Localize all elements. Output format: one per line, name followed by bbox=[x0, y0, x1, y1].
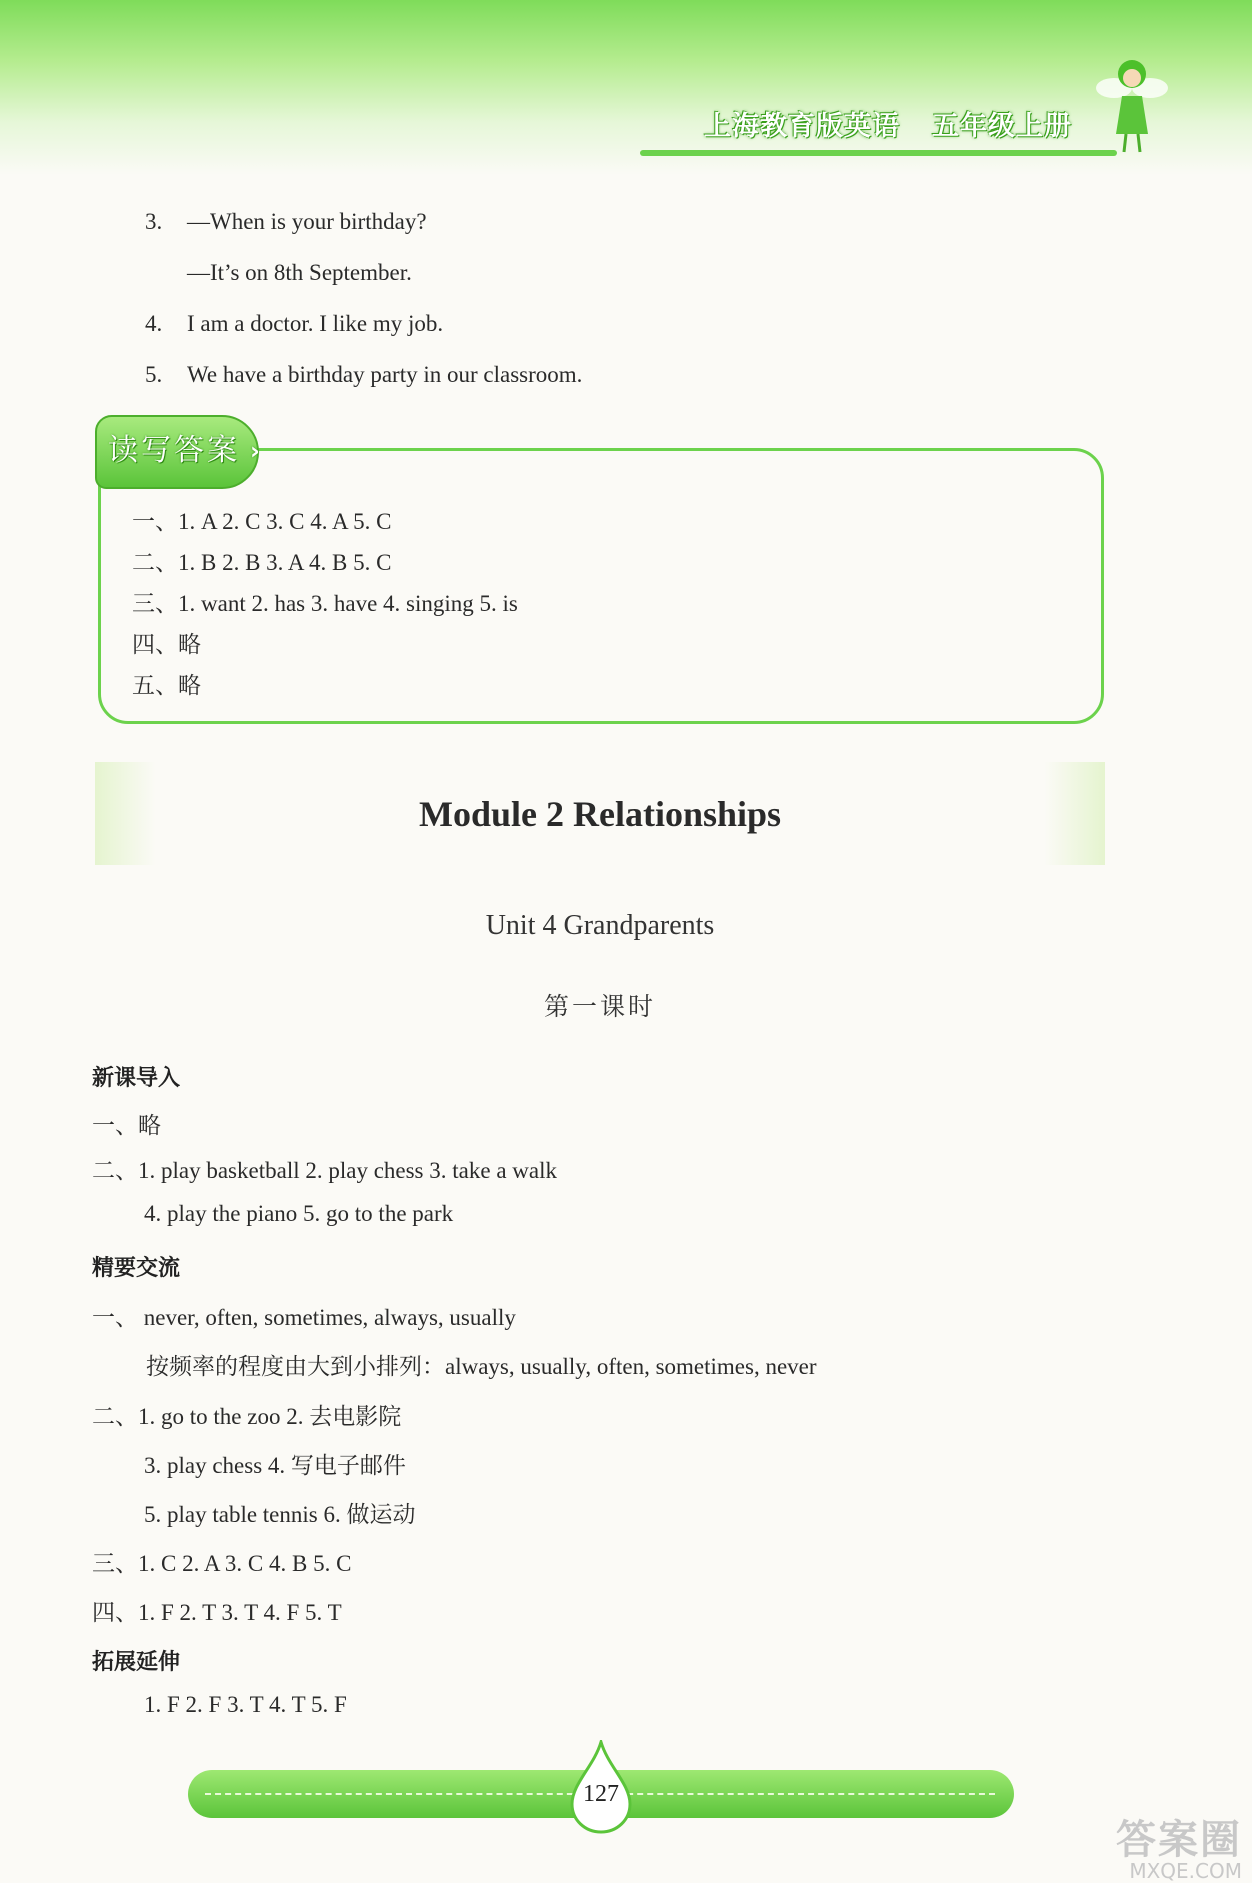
exchange-item-7: 四、1. F 2. T 3. T 4. F 5. T bbox=[92, 1600, 342, 1625]
header-rule bbox=[640, 150, 1117, 156]
new-lesson-item-2: 二、1. play basketball 2. play chess 3. take a walk bbox=[92, 1158, 557, 1183]
rw-answer-5: 五、略 bbox=[132, 673, 201, 698]
rw-answer-4: 四、略 bbox=[132, 632, 201, 657]
unit-title: Unit 4 Grandparents bbox=[485, 910, 715, 941]
watermark-site: MXQE.COM bbox=[1129, 1859, 1242, 1883]
exchange-item-2: 按频率的程度由大到小排列：always, usually, often, sometimes, never bbox=[146, 1354, 817, 1379]
chevron-right-icon: › bbox=[250, 437, 260, 465]
exchange-item-3: 二、1. go to the zoo 2. 去电影院 bbox=[92, 1404, 402, 1429]
reading-writing-tab-label: 读写答案 bbox=[108, 433, 240, 468]
exchange-item-6: 三、1. C 2. A 3. C 4. B 5. C bbox=[92, 1551, 352, 1576]
section-new-lesson: 新课导入 bbox=[92, 1066, 181, 1091]
module-title: Module 2 Relationships bbox=[418, 794, 782, 834]
watermark-logo: 答案圈 bbox=[1116, 1817, 1242, 1863]
grade-label: 五年级上册 bbox=[932, 111, 1072, 142]
section-extension: 拓展延伸 bbox=[92, 1650, 181, 1675]
answer-line-4: 4. I am a doctor. I like my job. bbox=[145, 311, 444, 336]
section-exchange: 精要交流 bbox=[92, 1256, 181, 1281]
exchange-item-5: 5. play table tennis 6. 做运动 bbox=[144, 1502, 416, 1527]
rw-answer-1: 一、1. A 2. C 3. C 4. A 5. C bbox=[132, 509, 392, 534]
new-lesson-item-3: 4. play the piano 5. go to the park bbox=[144, 1201, 454, 1226]
exchange-item-1: 一、 never, often, sometimes, always, usually bbox=[92, 1305, 516, 1330]
lesson-title: 第一课时 bbox=[543, 994, 656, 1021]
exchange-item-4: 3. play chess 4. 写电子邮件 bbox=[144, 1453, 406, 1478]
rw-answer-3: 三、1. want 2. has 3. have 4. singing 5. is bbox=[132, 591, 518, 616]
fairy-mascot-icon bbox=[1092, 48, 1172, 158]
answer-line-3: 3. —When is your birthday? bbox=[145, 209, 427, 234]
header-title bbox=[704, 104, 1072, 143]
answer-line-5: 5. We have a birthday party in our classroom. bbox=[145, 362, 583, 387]
new-lesson-item-1: 一、略 bbox=[92, 1113, 161, 1138]
page-number: 127 bbox=[583, 1781, 619, 1807]
rw-answer-2: 二、1. B 2. B 3. A 4. B 5. C bbox=[132, 550, 392, 575]
answer-line-3-reply: —It’s on 8th September. bbox=[187, 260, 412, 285]
extension-item-1: 1. F 2. F 3. T 4. T 5. F bbox=[144, 1692, 347, 1717]
header-band bbox=[0, 0, 1252, 175]
watermark bbox=[1116, 1808, 1242, 1883]
book-title: 上海教育版英语 bbox=[704, 111, 900, 142]
